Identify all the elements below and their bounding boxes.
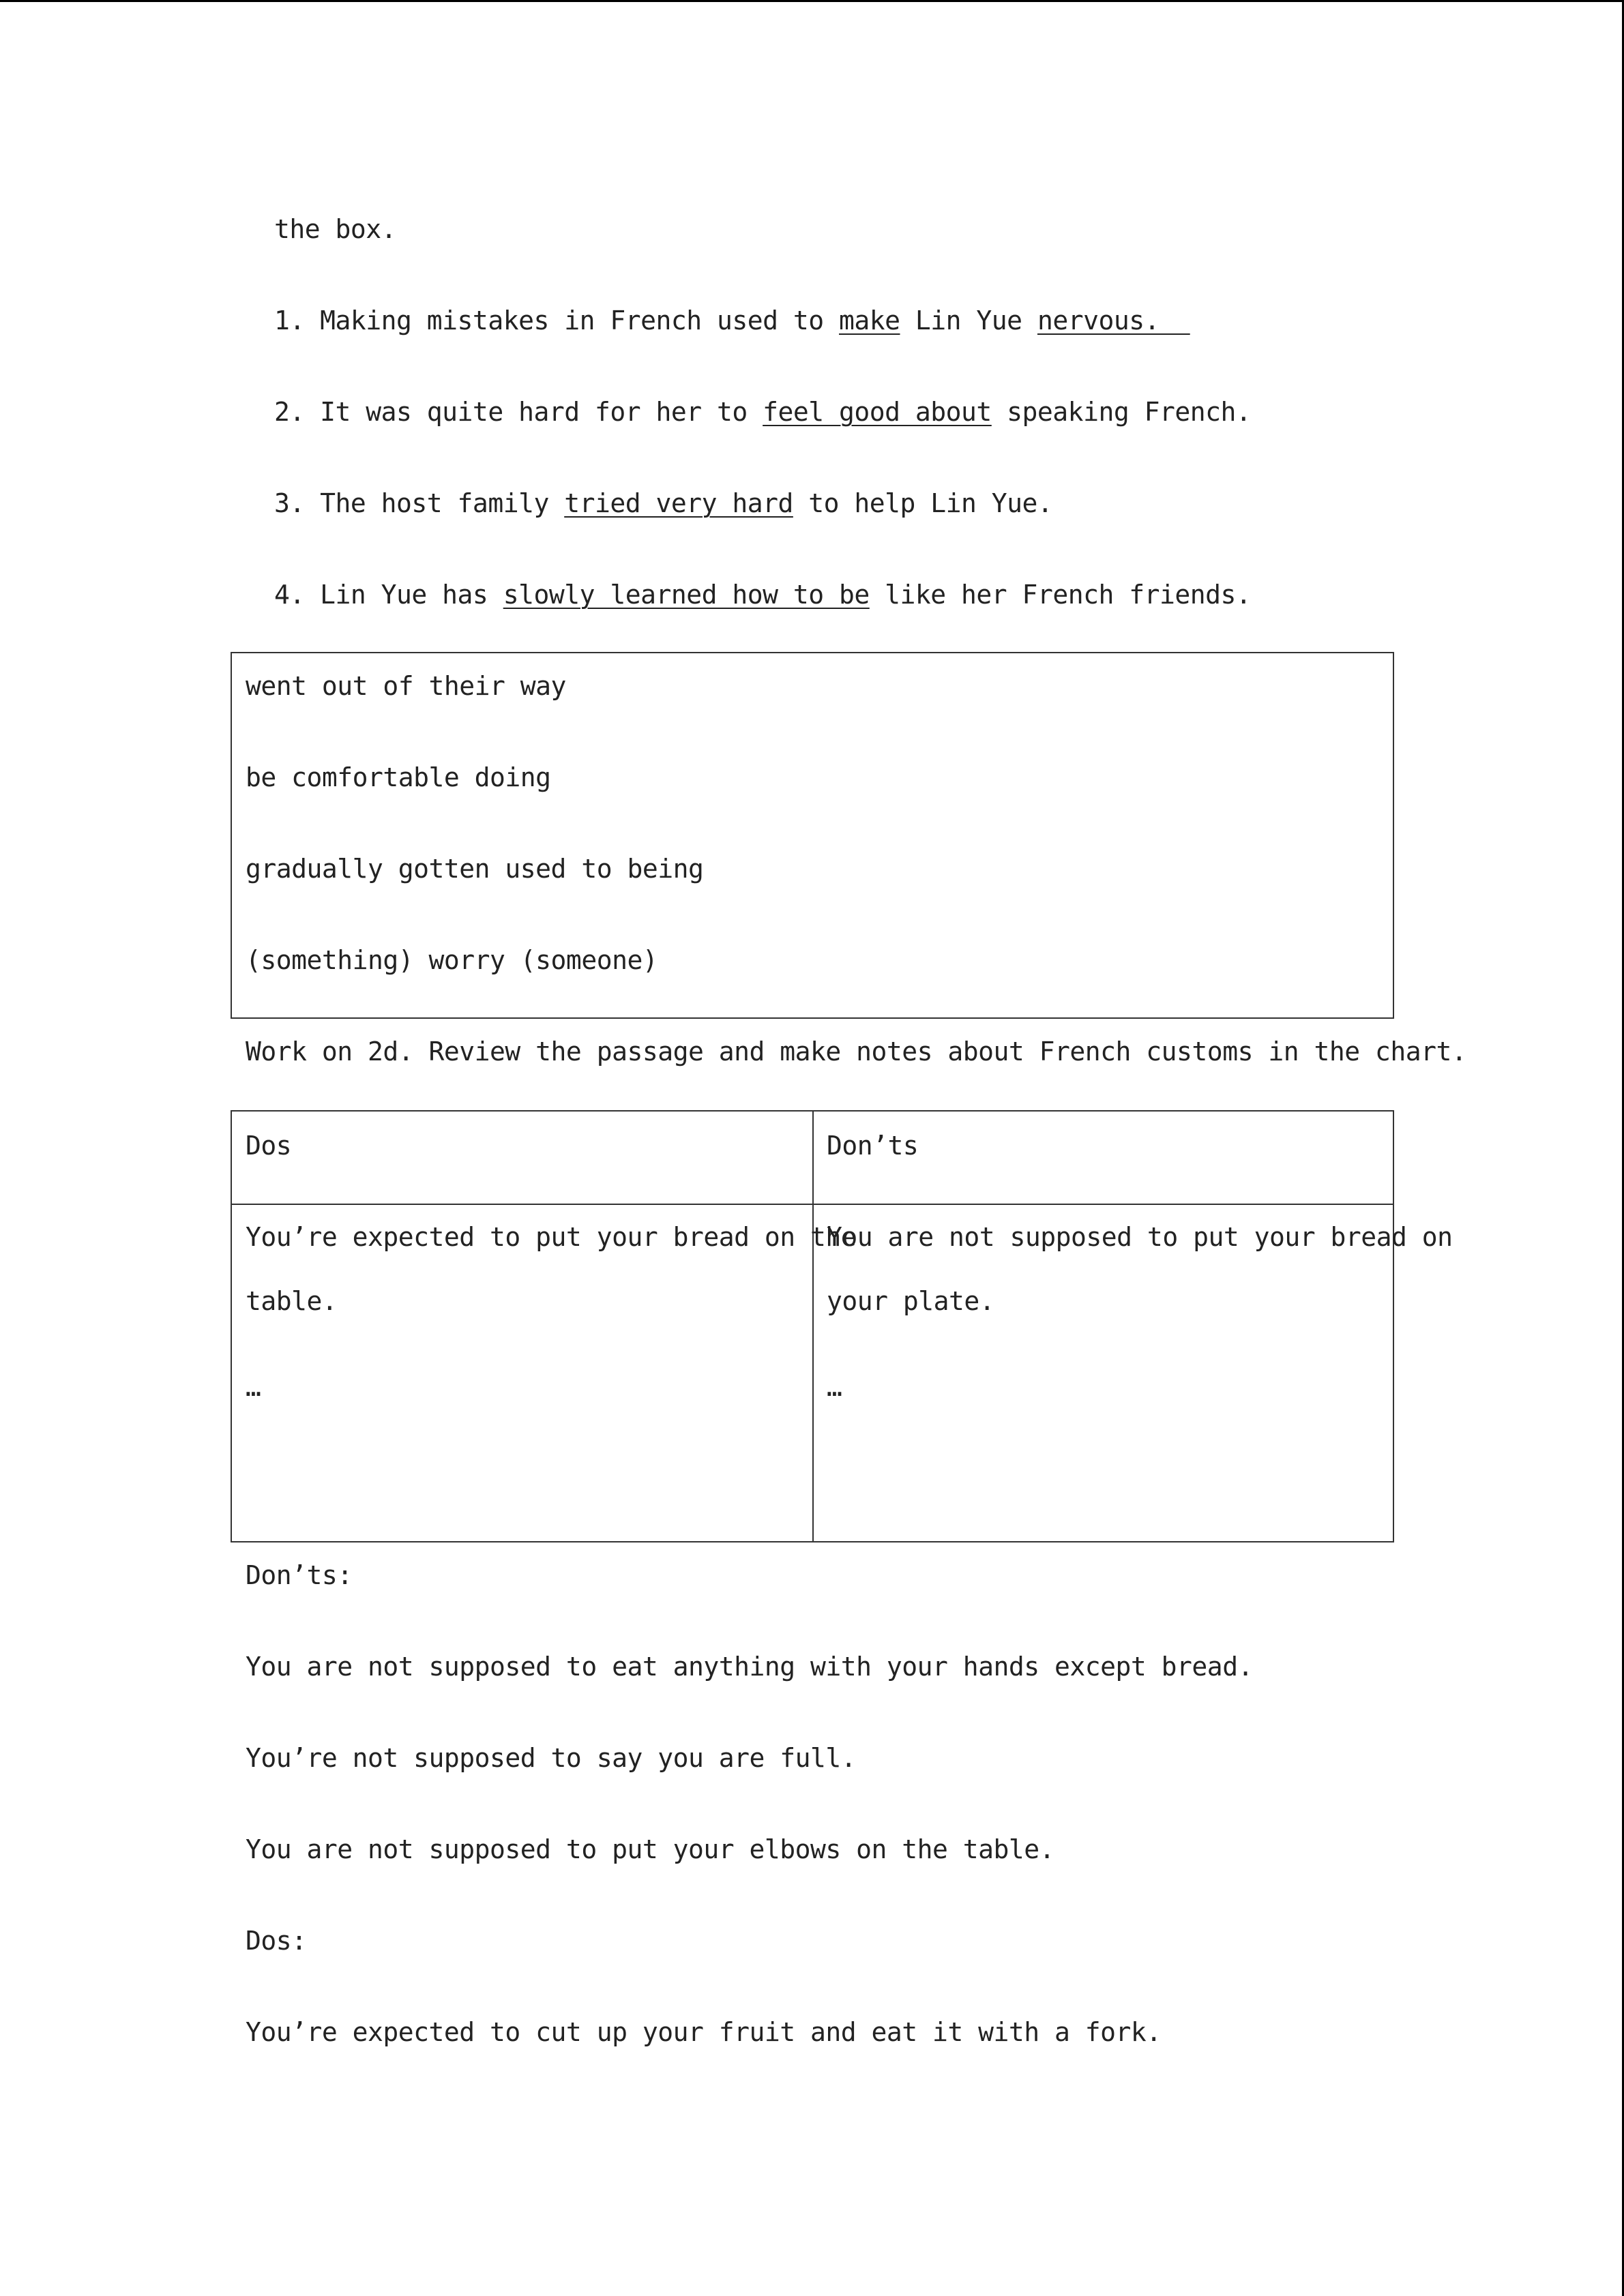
table-cell-donts-line: your plate. bbox=[827, 1286, 995, 1316]
table-cell-dos-line: table. bbox=[246, 1286, 338, 1316]
sentence-text: speaking French. bbox=[991, 397, 1252, 427]
underlined-phrase: make bbox=[839, 305, 900, 336]
table-header-divider bbox=[232, 1204, 1393, 1205]
sentence-4 bbox=[274, 578, 1251, 611]
donts-item: You are not supposed to eat anything with your hands except bread. bbox=[246, 1652, 1253, 1682]
table-cell-dos-ellipsis: … bbox=[246, 1372, 261, 1402]
table-cell-donts-line: You are not supposed to put your bread on bbox=[827, 1222, 1453, 1252]
underlined-phrase: slowly learned how to be bbox=[503, 580, 870, 610]
sentence-text: to help Lin Yue. bbox=[793, 488, 1053, 518]
sentence-number: 4. bbox=[274, 580, 305, 610]
sentence-2 bbox=[274, 396, 1251, 428]
sentence-text: It was quite hard for her to bbox=[320, 397, 763, 427]
table-cell-dos-line: You’re expected to put your bread on the bbox=[246, 1222, 857, 1252]
sentence-text: Making mistakes in French used to bbox=[320, 305, 840, 336]
sentence-text: Lin Yue bbox=[900, 305, 1037, 336]
page-top-border bbox=[0, 0, 1624, 2]
sentence-3 bbox=[274, 487, 1052, 520]
sentence-text: like her French friends. bbox=[869, 580, 1252, 610]
table-column-divider bbox=[812, 1112, 814, 1541]
table-header-dos: Dos bbox=[246, 1131, 292, 1161]
sentence-1 bbox=[274, 304, 1190, 337]
donts-item: You’re not supposed to say you are full. bbox=[246, 1743, 857, 1773]
dos-donts-table bbox=[231, 1110, 1453, 1542]
box-phrase: be comfortable doing bbox=[246, 762, 551, 792]
table-header-donts: Don’ts bbox=[827, 1131, 919, 1161]
underlined-phrase: nervous. bbox=[1037, 305, 1190, 336]
box-phrase: went out of their way bbox=[246, 671, 566, 701]
sentence-text: The host family bbox=[320, 488, 565, 518]
underlined-phrase: tried very hard bbox=[564, 488, 793, 518]
underlined-phrase: feel good about bbox=[763, 397, 992, 427]
table-cell-donts-ellipsis: … bbox=[827, 1372, 842, 1402]
donts-item: You are not supposed to put your elbows on the table. bbox=[246, 1834, 1055, 1864]
sentence-text: Lin Yue has bbox=[320, 580, 503, 610]
sentence-number: 1. bbox=[274, 305, 305, 336]
instruction-text: Work on 2d. Review the passage and make notes about French customs in the chart. bbox=[246, 1037, 1467, 1067]
sentence-number: 2. bbox=[274, 397, 305, 427]
intro-tail: the box. bbox=[274, 214, 397, 244]
dos-label: Dos: bbox=[246, 1926, 307, 1956]
donts-label: Don’ts: bbox=[246, 1560, 353, 1590]
sentence-number: 3. bbox=[274, 488, 305, 518]
box-phrase: gradually gotten used to being bbox=[246, 854, 704, 884]
dos-item: You’re expected to cut up your fruit and eat it with a fork. bbox=[246, 2017, 1162, 2047]
box-phrase: (something) worry (someone) bbox=[246, 945, 658, 975]
